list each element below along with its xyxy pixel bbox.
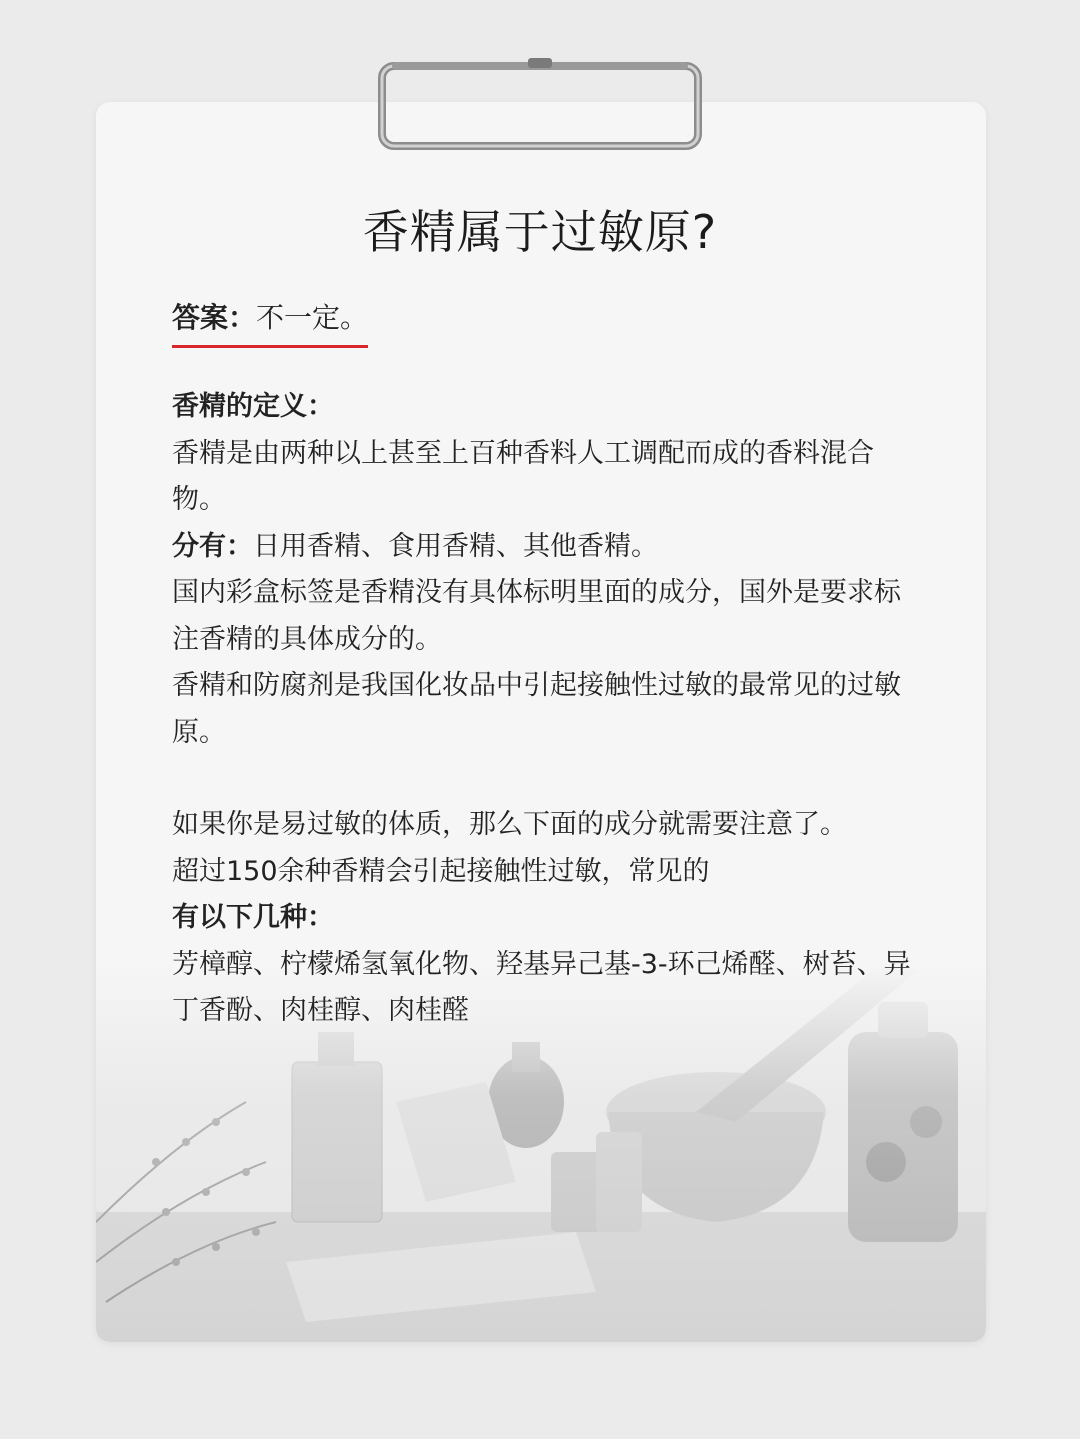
answer-label: 答案： (172, 301, 257, 334)
allergen-note: 香精和防腐剂是我国化妆品中引起接触性过敏的最常见的过敏原。 (172, 670, 901, 748)
count-line: 超过150余种香精会引起接触性过敏，常见的 (172, 855, 710, 887)
definition-text: 香精是由两种以上甚至上百种香料人工调配而成的香料混合物。 (172, 437, 874, 515)
page-title: 香精属于过敏原? (362, 205, 718, 259)
clipboard-clip-icon (378, 52, 702, 152)
label-note: 国内彩盒标签是香精没有具体标明里面的成分，国外是要求标注香精的具体成分的。 (172, 577, 901, 655)
types-line (172, 524, 912, 571)
article-body (172, 296, 912, 1035)
answer-text: 不一定。 (256, 301, 369, 334)
answer-underline (172, 345, 368, 348)
types-label: 分有： (172, 530, 253, 562)
definition-label: 香精的定义： (172, 391, 334, 422)
answer-line (172, 296, 368, 346)
list-label: 有以下几种： (172, 902, 334, 933)
warning-text: 如果你是易过敏的体质，那么下面的成分就需要注意了。 (172, 809, 847, 840)
ingredient-list: 芳樟醇、柠檬烯氢氧化物、羟基异己基-3-环己烯醛、树苔、异丁香酚、肉桂醇、肉桂醛 (172, 948, 911, 1026)
types-text: 日用香精、食用香精、其他香精。 (253, 530, 658, 562)
